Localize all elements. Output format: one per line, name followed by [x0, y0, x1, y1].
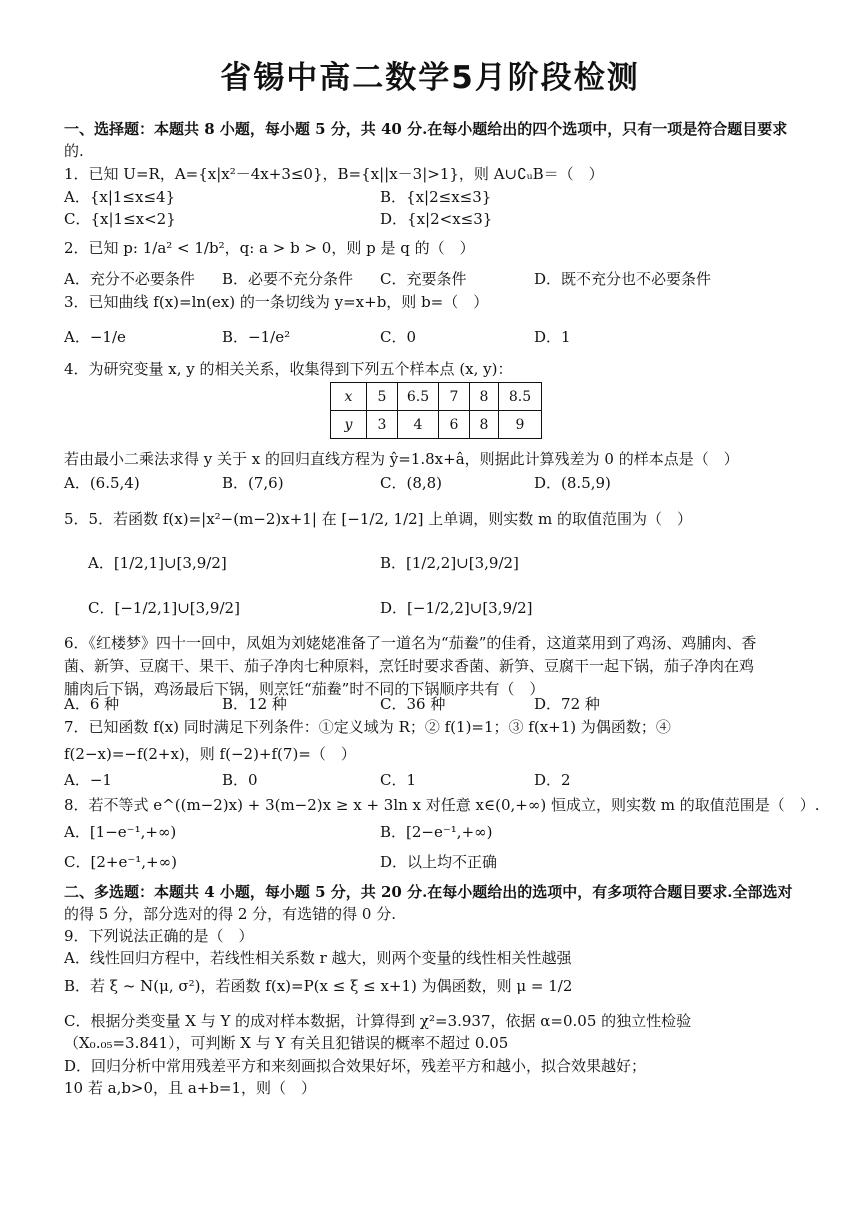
- q7-option-c: C．1: [380, 771, 417, 789]
- page-title: 省锡中高二数学5月阶段检测: [220, 60, 640, 96]
- q7-option-d: D．2: [534, 771, 571, 789]
- q1-option-c: C．{x|1≤x<2}: [64, 210, 176, 228]
- q4-stem-2: 若由最小二乘法求得 y 关于 x 的回归直线方程为 ŷ=1.8x+â，则据此计算残差为 0 的样本点是（ ）: [64, 450, 739, 468]
- section1-header: 一、选择题：本题共 8 小题，每小题 5 分，共 40 分.在每小题给出的四个选项中，只有一项是符合题目要求: [64, 120, 788, 138]
- q9-stem: 9．下列说法正确的是（ ）: [64, 927, 254, 945]
- q7-option-b: B．0: [222, 771, 258, 789]
- q6-option-c: C．36 种: [380, 695, 446, 713]
- q3-stem: 3．已知曲线 f(x)=ln(ex) 的一条切线为 y=x+b，则 b=（ ）: [64, 293, 489, 311]
- table-row: [331, 411, 542, 439]
- q4-stem: 4．为研究变量 x, y 的相关关系，收集得到下列五个样本点 (x, y)：: [64, 360, 513, 378]
- q6-line-3: 脯肉后下锅，鸡汤最后下锅，则烹饪“茄鲞”时不同的下锅顺序共有（ ）: [64, 680, 545, 698]
- q4-option-d: D．(8.5,9): [534, 474, 611, 492]
- q6-line-2: 菌、新笋、豆腐干、果干、茄子净肉七种原料，烹饪时要求香菌、新笋、豆腐干一起下锅，茄子净肉在鸡: [64, 657, 755, 675]
- q8-option-d: D．以上均不正确: [380, 853, 498, 871]
- table-cell: 3: [367, 411, 398, 439]
- q8-option-a: A．[1−e⁻¹,+∞): [64, 823, 177, 841]
- q8-stem: 8．若不等式 e^((m−2)x) + 3(m−2)x ≥ x + 3ln x 对任意 x∈(0,+∞) 恒成立，则实数 m 的取值范围是（ ）.: [64, 796, 820, 814]
- table-cell: 6.5: [398, 383, 439, 411]
- q1-option-a: A．{x|1≤x≤4}: [64, 188, 176, 206]
- q9-option-c-line-2: （X₀.₀₅=3.841），可判断 X 与 Y 有关且犯错误的概率不超过 0.05: [64, 1034, 509, 1052]
- table-cell: 8.5: [499, 383, 542, 411]
- table-cell: 4: [398, 411, 439, 439]
- q3-option-a: A．−1/e: [64, 328, 126, 346]
- q1-stem: 1．已知 U=R，A={x|x²－4x+3≤0}，B={x||x－3|>1}，则 A∪∁ᵤB＝（ ）: [64, 165, 604, 183]
- q7-line-2: f(2−x)=−f(2+x)，则 f(−2)+f(7)=（ ）: [64, 745, 356, 763]
- q7-line-1: 7．已知函数 f(x) 同时满足下列条件：①定义域为 R；② f(1)=1；③ f(x+1) 为偶函数；④: [64, 718, 671, 736]
- q1-option-b: B．{x|2≤x≤3}: [380, 188, 492, 206]
- q4-option-b: B．(7,6): [222, 474, 284, 492]
- table-cell: 5: [367, 383, 398, 411]
- table-cell: 6: [439, 411, 470, 439]
- q9-option-d: D．回归分析中常用残差平方和来刻画拟合效果好坏，残差平方和越小，拟合效果越好；: [64, 1057, 647, 1075]
- q2-option-b: B．必要不充分条件: [222, 270, 354, 288]
- table-row: [331, 383, 542, 411]
- q6-option-a: A．6 种: [64, 695, 120, 713]
- q8-option-b: B．[2−e⁻¹,+∞): [380, 823, 493, 841]
- q3-option-b: B．−1/e²: [222, 328, 291, 346]
- q9-option-a: A．线性回归方程中，若线性相关系数 r 越大，则两个变量的线性相关性越强: [64, 949, 572, 967]
- sample-table: [330, 382, 542, 439]
- section2-header-cont: 的得 5 分，部分选对的得 2 分，有选错的得 0 分.: [64, 905, 397, 923]
- q9-option-b: B．若 ξ ~ N(μ, σ²)，若函数 f(x)=P(x ≤ ξ ≤ x+1) 为偶函数，则 μ = 1/2: [64, 977, 573, 995]
- q3-option-d: D．1: [534, 328, 571, 346]
- table-cell: x: [331, 383, 367, 411]
- table-cell: 7: [439, 383, 470, 411]
- table-cell: y: [331, 411, 367, 439]
- table-cell: 8: [470, 383, 499, 411]
- q6-line-1: 6．《红楼梦》四十一回中，凤姐为刘姥姥准备了一道名为“茄鲞”的佳肴，这道菜用到了鸡汤、鸡脯肉、香: [64, 634, 757, 652]
- q1-option-d: D．{x|2<x≤3}: [380, 210, 493, 228]
- q4-option-c: C．(8,8): [380, 474, 443, 492]
- q9-option-c-line-1: C．根据分类变量 X 与 Y 的成对样本数据，计算得到 χ²=3.937，依据 α=0.05 的独立性检验: [64, 1012, 692, 1030]
- section2-header: 二、多选题：本题共 4 小题，每小题 5 分，共 20 分.在每小题给出的选项中，有多项符合题目要求.全部选对: [64, 883, 793, 901]
- q2-option-d: D．既不充分也不必要条件: [534, 270, 712, 288]
- q7-option-a: A．−1: [64, 771, 112, 789]
- q5-option-c: C．[−1/2,1]∪[3,9/2]: [88, 599, 240, 617]
- q6-option-b: B．12 种: [222, 695, 287, 713]
- q2-option-a: A．充分不必要条件: [64, 270, 195, 288]
- q4-option-a: A．(6.5,4): [64, 474, 140, 492]
- q6-option-d: D．72 种: [534, 695, 600, 713]
- q8-option-c: C．[2+e⁻¹,+∞): [64, 853, 177, 871]
- q5-option-d: D．[−1/2,2]∪[3,9/2]: [380, 599, 533, 617]
- q5-stem: 5．5．若函数 f(x)=|x²−(m−2)x+1| 在 [−1/2, 1/2] 上单调，则实数 m 的取值范围为（ ）: [64, 510, 693, 528]
- q10-stem: 10 若 a,b>0，且 a+b=1，则（ ）: [64, 1079, 317, 1097]
- table-cell: 9: [499, 411, 542, 439]
- q5-option-a: A．[1/2,1]∪[3,9/2]: [88, 554, 227, 572]
- q3-option-c: C．0: [380, 328, 417, 346]
- q2-option-c: C．充要条件: [380, 270, 467, 288]
- table-cell: 8: [470, 411, 499, 439]
- q5-option-b: B．[1/2,2]∪[3,9/2]: [380, 554, 519, 572]
- q2-stem: 2．已知 p: 1/a² < 1/b²，q: a > b > 0，则 p 是 q 的（ ）: [64, 239, 475, 257]
- section1-header-cont: 的.: [64, 142, 84, 160]
